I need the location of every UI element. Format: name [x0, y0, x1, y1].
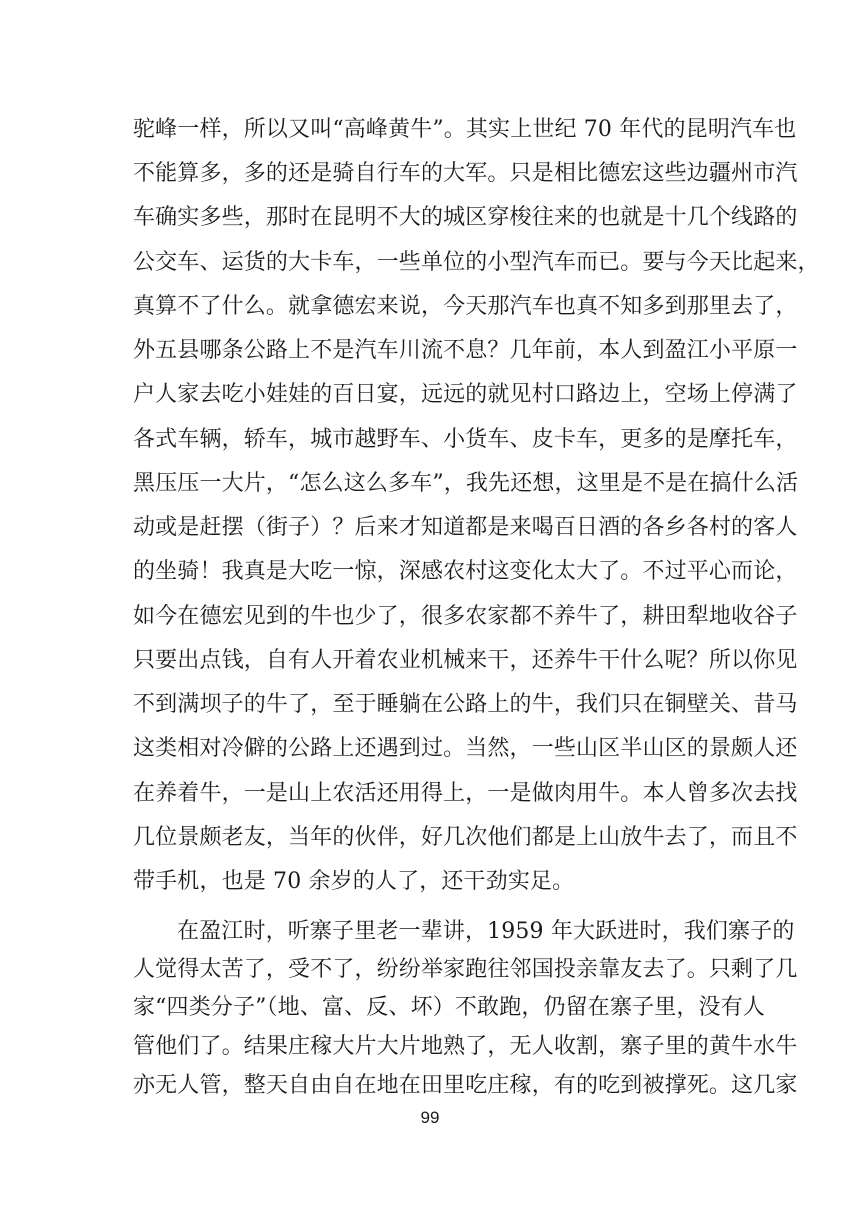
text-line: 管他们了。结果庄稼大片大片地熟了，无人收割，寨子里的黄牛水牛 [133, 1034, 798, 1059]
text-line: 驼峰一样，所以又叫“高峰黄牛”。其实上世纪 70 年代的昆明汽车也 [133, 117, 797, 142]
text-line: 外五县哪条公路上不是汽车川流不息？几年前，本人到盈江小平原一 [133, 338, 798, 363]
text-line: 人觉得太苦了，受不了，纷纷举家跑往邻国投亲靠友去了。只剩了几 [133, 957, 798, 982]
page-number: 99 [420, 1108, 440, 1127]
text-line: 黑压压一大片，“怎么这么多车”，我先还想，这里是不是在搞什么活 [133, 471, 799, 496]
text-line: 不能算多，多的还是骑自行车的大军。只是相比德宏这些边疆州市汽 [133, 161, 798, 186]
text-line: 这类相对冷僻的公路上还遇到过。当然，一些山区半山区的景颇人还 [133, 736, 798, 761]
text-line: 家“四类分子”（地、富、反、坏）不敢跑，仍留在寨子里，没有人 [133, 995, 765, 1020]
text-line: 如今在德宏见到的牛也少了，很多农家都不养牛了，耕田犁地收谷子 [133, 604, 798, 629]
text-line: 在养着牛，一是山上农活还用得上，一是做肉用牛。本人曾多次去找 [133, 781, 798, 806]
text-line: 各式车辆，轿车，城市越野车、小货车、皮卡车，更多的是摩托车， [133, 427, 798, 452]
text-line: 几位景颇老友，当年的伙伴，好几次他们都是上山放牛去了，而且不 [133, 825, 798, 850]
text-line: 车确实多些，那时在昆明不大的城区穿梭往来的也就是十几个线路的 [133, 205, 798, 230]
text-line: 的坐骑！我真是大吃一惊，深感农村这变化太大了。不过平心而论， [133, 559, 798, 584]
text-line: 只要出点钱，自有人开着农业机械来干，还养牛干什么呢？所以你见 [133, 648, 798, 673]
text-line: 真算不了什么。就拿德宏来说，今天那汽车也真不知多到那里去了， [133, 294, 798, 319]
text-line: 带手机，也是 70 余岁的人了，还干劲实足。 [133, 869, 575, 894]
text-line: 户人家去吃小娃娃的百日宴，远远的就见村口路边上，空场上停满了 [133, 382, 798, 407]
text-line: 不到满坝子的牛了，至于睡躺在公路上的牛，我们只在铜壁关、昔马 [133, 692, 798, 717]
text-line: 动或是赶摆（街子）？后来才知道都是来喝百日酒的各乡各村的客人 [133, 515, 798, 540]
text-line: 公交车、运货的大卡车，一些单位的小型汽车而已。要与今天比起来， [133, 250, 820, 275]
text-line: 亦无人管，整天自由自在地在田里吃庄稼，有的吃到被撑死。这几家 [133, 1073, 798, 1098]
text-line: 在盈江时，听寨子里老一辈讲，1959 年大跃进时，我们寨子的 [177, 919, 795, 944]
